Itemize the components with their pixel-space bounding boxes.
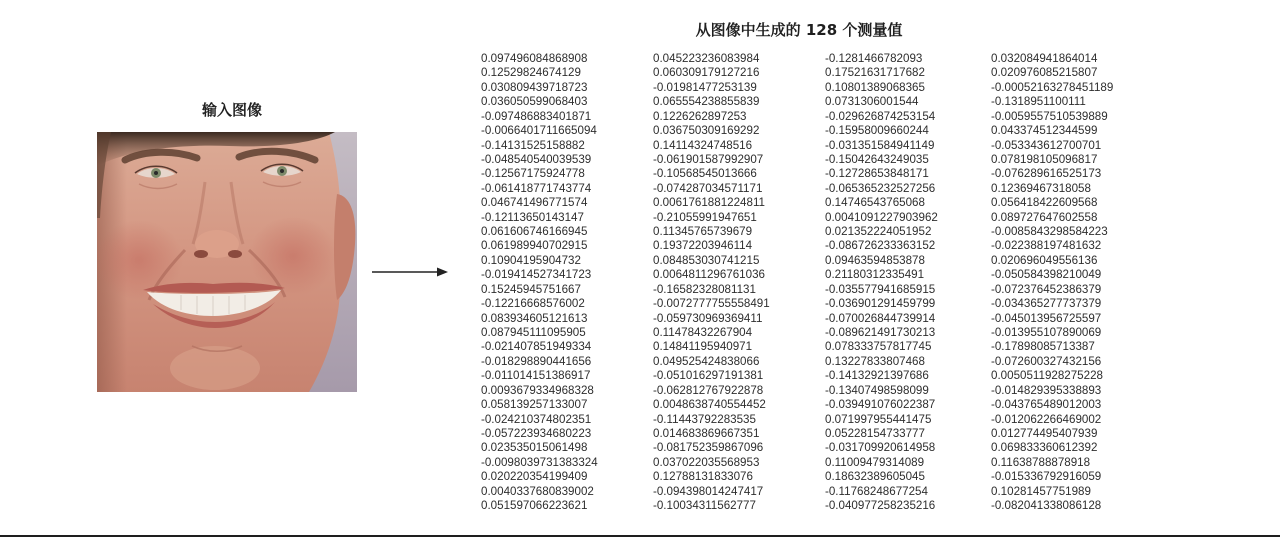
measurement-value: -0.053343612700701: [991, 138, 1102, 152]
measurement-value: -0.051016297191381: [653, 369, 764, 383]
measurement-value: 0.09463594853878: [825, 253, 925, 267]
measurement-value: 0.037022035568953: [653, 455, 760, 469]
nostril-right: [228, 250, 242, 258]
measurement-value: 0.12529824674129: [481, 66, 581, 80]
arrow-head: [437, 268, 448, 277]
measurement-value: 0.032084941864014: [991, 52, 1098, 65]
measurement-value: 0.046741496771574: [481, 196, 588, 210]
measurement-value: 0.084853030741215: [653, 253, 760, 267]
measurement-value: -0.035577941685915: [825, 282, 936, 296]
measurement-value: -0.048540540039539: [481, 152, 592, 166]
measurement-value: 0.10801389068365: [825, 80, 925, 94]
measurement-value: 0.13227833807468: [825, 354, 925, 368]
measurement-value: 0.0041091227903962: [825, 210, 938, 224]
measurement-value: -0.12216668576002: [481, 297, 585, 311]
measurement-value: -0.043765489012003: [991, 398, 1102, 412]
measurement-value: -0.1281466782093: [825, 52, 923, 65]
measurement-value: 0.058139257133007: [481, 398, 588, 412]
measurement-value: -0.094398014247417: [653, 484, 764, 498]
measurement-value: 0.012774495407939: [991, 426, 1098, 440]
measurement-value: -0.019414527341723: [481, 268, 592, 282]
measurement-value: -0.14132921397686: [825, 369, 929, 383]
measurement-value: 0.11009479314089: [825, 455, 925, 469]
measurement-value: 0.0731306001544: [825, 95, 919, 109]
measurement-value: 0.087945111095905: [481, 326, 586, 340]
measurement-column: [481, 52, 598, 514]
measurement-value: -0.01981477253139: [653, 80, 757, 94]
measurement-value: 0.12788131833076: [653, 470, 753, 484]
measurement-value: -0.070026844739914: [825, 311, 936, 325]
measurement-value: -0.061901587992907: [653, 152, 764, 166]
measurement-value: -0.097486883401871: [481, 109, 592, 123]
measurement-value: 0.020976085215807: [991, 66, 1098, 80]
measurement-value: 0.21180312335491: [825, 268, 925, 282]
measurement-value: 0.19372203946114: [653, 239, 753, 253]
face-photo: [97, 132, 357, 392]
right-arrow-icon: [370, 265, 450, 279]
measurement-value: 0.10281457751989: [991, 484, 1091, 498]
measurement-value: 0.0093679334968328: [481, 383, 594, 397]
measurement-value: 0.14114324748516: [653, 138, 753, 152]
measurement-value: 0.036750309169292: [653, 124, 760, 138]
input-label: 输入图像: [201, 101, 262, 119]
pupil-right: [280, 169, 284, 173]
measurement-value: 0.030809439718723: [481, 80, 588, 94]
measurement-value: 0.060309179127216: [653, 66, 760, 80]
measurement-value: 0.11638788878918: [991, 455, 1091, 469]
measurement-value: 0.15245945751667: [481, 282, 581, 296]
measurement-value: -0.074287034571171: [653, 181, 763, 195]
measurement-value: 0.14746543765068: [825, 196, 925, 210]
measurement-value: -0.11768248677254: [825, 484, 928, 498]
measurement-value: -0.16582328081131: [653, 282, 756, 296]
measurement-value: 0.089727647602558: [991, 210, 1098, 224]
pupil-left: [154, 171, 158, 175]
measurement-value: -0.11443792283535: [653, 412, 756, 426]
measurement-value: -0.061418771743774: [481, 181, 592, 195]
measurement-value: -0.031351584941149: [825, 138, 935, 152]
measurement-value: -0.14131525158882: [481, 138, 585, 152]
measurement-value: -0.0059557510539889: [991, 109, 1108, 123]
measurement-value: 0.0040337680839002: [481, 484, 594, 498]
measurement-value: -0.072600327432156: [991, 354, 1102, 368]
measurement-value: -0.024210374802351: [481, 412, 592, 426]
measurement-value: 0.021352224051952: [825, 225, 932, 239]
measurement-value: 0.0064811296761036: [653, 268, 765, 282]
measurement-value: 0.0061761881224811: [653, 196, 765, 210]
measurement-value: -0.10034311562777: [653, 499, 756, 513]
measurement-value: 0.020220354199409: [481, 470, 588, 484]
measurement-value: 0.023535015061498: [481, 441, 588, 455]
measurement-value: 0.083934605121613: [481, 311, 588, 325]
measurement-value: 0.045223236083984: [653, 52, 760, 65]
measurement-value: 0.071997955441475: [825, 412, 932, 426]
measurement-value: -0.018298890441656: [481, 354, 592, 368]
measurement-value: -0.029626874253154: [825, 109, 936, 123]
measurement-value: -0.15958009660244: [825, 124, 929, 138]
measurement-value: -0.012062266469002: [991, 412, 1102, 426]
measurement-value: 0.051597066223621: [481, 499, 588, 513]
measurement-value: -0.013955107890069: [991, 326, 1102, 340]
measurement-value: -0.031709920614958: [825, 441, 936, 455]
measurement-value: -0.0066401711665094: [481, 124, 597, 138]
measurement-value: 0.11345765739679: [653, 225, 753, 239]
measurement-value: 0.11478432267904: [653, 326, 753, 340]
measurement-value: 0.078198105096817: [991, 152, 1098, 166]
measurement-value: 0.097496084868908: [481, 52, 588, 65]
measurement-value: -0.0098039731383324: [481, 455, 598, 469]
measurement-value: -0.00052163278451189: [991, 80, 1114, 94]
measurement-value: 0.061606746166945: [481, 225, 588, 239]
measurement-value: -0.0085843298584223: [991, 225, 1108, 239]
measurement-value: -0.12728653848171: [825, 167, 929, 181]
output-title: 从图像中生成的 128 个测量值: [695, 21, 903, 39]
measurement-value: -0.040977258235216: [825, 499, 936, 513]
measurement-value: 0.065554238855839: [653, 95, 760, 109]
measurement-value: -0.039491076022387: [825, 398, 936, 412]
measurement-value: 0.036050599068403: [481, 95, 588, 109]
measurement-value: 0.1226262897253: [653, 109, 747, 123]
measurement-value: -0.011014151386917: [481, 369, 591, 383]
measurement-column: [991, 52, 1113, 514]
measurement-value: -0.0072777755558491: [653, 297, 770, 311]
measurement-value: 0.049525424838066: [653, 354, 760, 368]
measurement-value: 0.014683869667351: [653, 426, 760, 440]
measurement-value: -0.21055991947651: [653, 210, 757, 224]
measurement-column: [825, 52, 938, 514]
measurement-value: -0.10568545013666: [653, 167, 757, 181]
measurement-value: -0.014829395338893: [991, 383, 1102, 397]
measurement-value: 0.0050511928275228: [991, 369, 1103, 383]
measurement-value: -0.050584398210049: [991, 268, 1102, 282]
bottom-divider: [0, 535, 1280, 537]
measurement-value: -0.086726233363152: [825, 239, 936, 253]
measurement-value: -0.15042643249035: [825, 152, 929, 166]
measurement-value: -0.015336792916059: [991, 470, 1102, 484]
measurement-value: -0.1318951100111: [991, 95, 1086, 109]
measurement-value: 0.18632389605045: [825, 470, 925, 484]
measurement-value: -0.065365232527256: [825, 181, 936, 195]
measurement-value: -0.022388197481632: [991, 239, 1102, 253]
measurement-value: -0.034365277737379: [991, 297, 1102, 311]
measurement-value: 0.12369467318058: [991, 181, 1091, 195]
measurement-value: -0.089621491730213: [825, 326, 936, 340]
measurement-value: 0.043374512344599: [991, 124, 1098, 138]
measurement-value: 0.078333757817745: [825, 340, 932, 354]
measurement-value: -0.12567175924778: [481, 167, 585, 181]
measurement-value: -0.081752359867096: [653, 441, 764, 455]
measurement-value: -0.12113650143147: [481, 210, 584, 224]
measurement-value: 0.17521631717682: [825, 66, 925, 80]
measurement-value: 0.0048638740554452: [653, 398, 766, 412]
measurement-value: 0.14841195940971: [653, 340, 753, 354]
measurement-value: -0.17898085713387: [991, 340, 1095, 354]
measurement-value: 0.069833360612392: [991, 441, 1098, 455]
measurement-value: -0.021407851949334: [481, 340, 592, 354]
measurement-value: -0.062812767922878: [653, 383, 764, 397]
measurement-value: 0.056418422609568: [991, 196, 1098, 210]
measurement-value: -0.072376452386379: [991, 282, 1102, 296]
measurement-value: 0.10904195904732: [481, 253, 581, 267]
measurement-value: -0.045013956725597: [991, 311, 1102, 325]
measurement-value: 0.05228154733777: [825, 426, 925, 440]
measurement-value: -0.059730969369411: [653, 311, 763, 325]
measurement-value: -0.036901291459799: [825, 297, 936, 311]
measurement-value: -0.082041338086128: [991, 499, 1102, 513]
measurement-value: -0.057223934680223: [481, 426, 592, 440]
measurement-column: [653, 52, 770, 514]
measurement-value: -0.13407498598099: [825, 383, 929, 397]
nostril-left: [194, 250, 208, 258]
measurement-value: -0.076289616525173: [991, 167, 1102, 181]
measurement-value: 0.061989940702915: [481, 239, 588, 253]
measurement-value: 0.020696049556136: [991, 253, 1098, 267]
chin: [170, 346, 260, 390]
